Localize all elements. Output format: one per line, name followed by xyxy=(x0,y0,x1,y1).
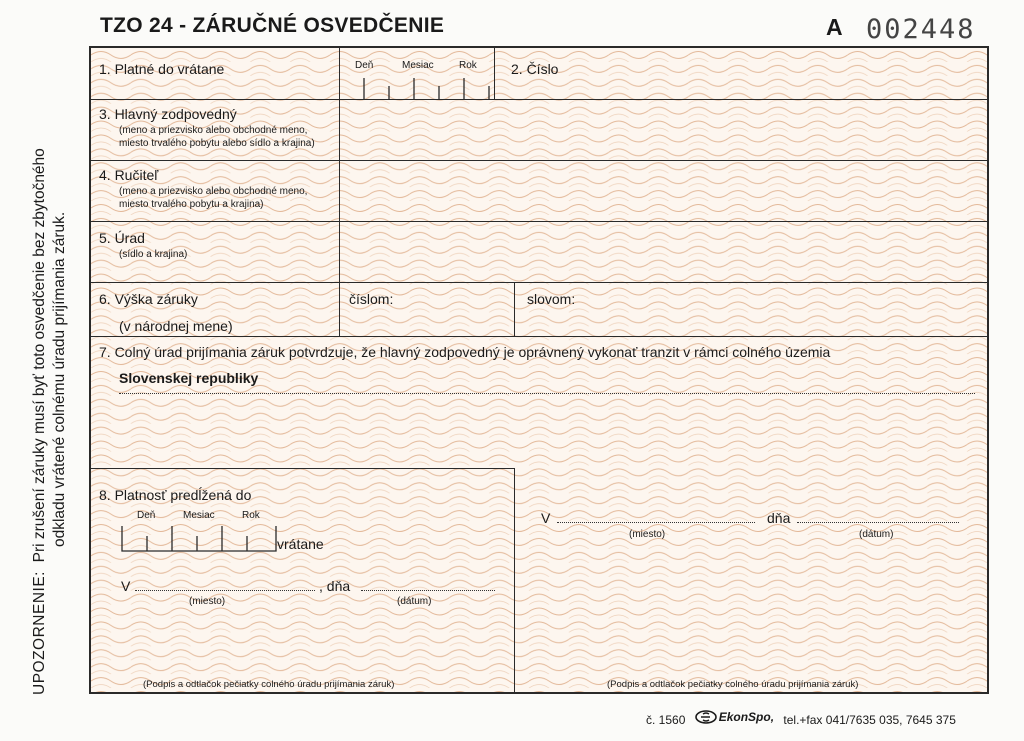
right-place-hint: (miesto) xyxy=(629,529,666,540)
right-date-hint: (dátum) xyxy=(859,529,894,540)
date-boxes xyxy=(361,74,496,100)
field-1-label: 1. Platné do vrátane xyxy=(99,61,225,77)
field-2-label: 2. Číslo xyxy=(511,61,559,77)
publisher-logo xyxy=(695,710,774,724)
field-4-hint-2: miesto trvalého pobytu a krajina) xyxy=(119,199,264,210)
left-date-label: , dňa xyxy=(319,578,351,594)
field-5-label: 5. Úrad xyxy=(99,230,145,246)
warning-line-2: odkladu vrátené colnému úradu prijímania záruk. xyxy=(51,211,68,547)
left-signature-caption: (Podpis a odtlačok pečiatky colného úradu prijímania záruk) xyxy=(143,679,395,690)
left-place-hint: (miesto) xyxy=(189,596,226,607)
left-place-line xyxy=(135,590,315,591)
field-6-label: 6. Výška záruky xyxy=(99,291,198,307)
right-place-label: V xyxy=(541,510,551,526)
field-4-input[interactable] xyxy=(343,163,983,219)
warning-line-1: Pri zrušení záruky musí byť toto osvedčenie bez zbytočného xyxy=(31,148,48,563)
left-date-hint: (dátum) xyxy=(397,596,432,607)
field-2-input[interactable] xyxy=(591,52,981,96)
amount-in-numbers-label: číslom: xyxy=(349,291,394,307)
serial-number: 002448 xyxy=(866,14,976,45)
including-label: vrátane xyxy=(277,536,324,552)
form-title: TZO 24 - ZÁRUČNÉ OSVEDČENIE xyxy=(100,14,445,37)
field-4-label: 4. Ručiteľ xyxy=(99,167,159,183)
side-warning-note xyxy=(30,95,90,695)
right-date-line xyxy=(797,522,959,523)
form-footer xyxy=(646,710,956,727)
date-month-label: Mesiac xyxy=(402,60,434,71)
extension-day-label: Deň xyxy=(137,510,156,521)
form-number: č. 1560 xyxy=(646,713,686,727)
right-signature-caption: (Podpis a odtlačok pečiatky colného úradu prijímania záruk) xyxy=(607,679,859,690)
extension-month-label: Mesiac xyxy=(183,510,215,521)
right-place-line xyxy=(557,522,755,523)
publisher-name: EkonSpo, xyxy=(718,710,775,724)
left-place-label: V xyxy=(121,578,131,594)
field-3-input[interactable] xyxy=(343,102,983,158)
amount-in-words-label: slovom: xyxy=(527,291,576,307)
warning-heading: UPOZORNENIE: xyxy=(31,571,48,695)
guarantee-form xyxy=(89,46,989,694)
publisher-contact: tel.+fax 041/7635 035, 7645 375 xyxy=(783,713,956,727)
field-7-dotted-line xyxy=(119,393,975,394)
left-date-line xyxy=(361,590,495,591)
series-letter: A xyxy=(826,14,843,40)
field-5-hint: (sídlo a krajina) xyxy=(119,249,188,260)
field-5-input[interactable] xyxy=(343,224,983,280)
extension-year-label: Rok xyxy=(242,510,260,521)
field-3-hint-1: (meno a priezvisko alebo obchodné meno, xyxy=(119,125,308,136)
date-year-label: Rok xyxy=(459,60,477,71)
extension-date-boxes xyxy=(120,524,280,554)
field-3-label: 3. Hlavný zodpovedný xyxy=(99,106,237,122)
ekonspo-logo-icon xyxy=(695,710,717,724)
right-date-label: dňa xyxy=(767,510,791,526)
field-7-text: 7. Colný úrad prijímania záruk potvrdzuje, že hlavný zodpovedný je oprávnený vykonať tranzit v rámci colného územia xyxy=(99,344,831,360)
field-3-hint-2: miesto trvalého pobytu alebo sídlo a krajina) xyxy=(119,138,315,149)
field-4-hint-1: (meno a priezvisko alebo obchodné meno, xyxy=(119,186,308,197)
date-day-label: Deň xyxy=(355,60,374,71)
field-8-label: 8. Platnosť predĺžená do xyxy=(99,487,252,503)
field-6-hint: (v národnej mene) xyxy=(119,318,233,334)
field-7-territory: Slovenskej republiky xyxy=(119,370,259,386)
